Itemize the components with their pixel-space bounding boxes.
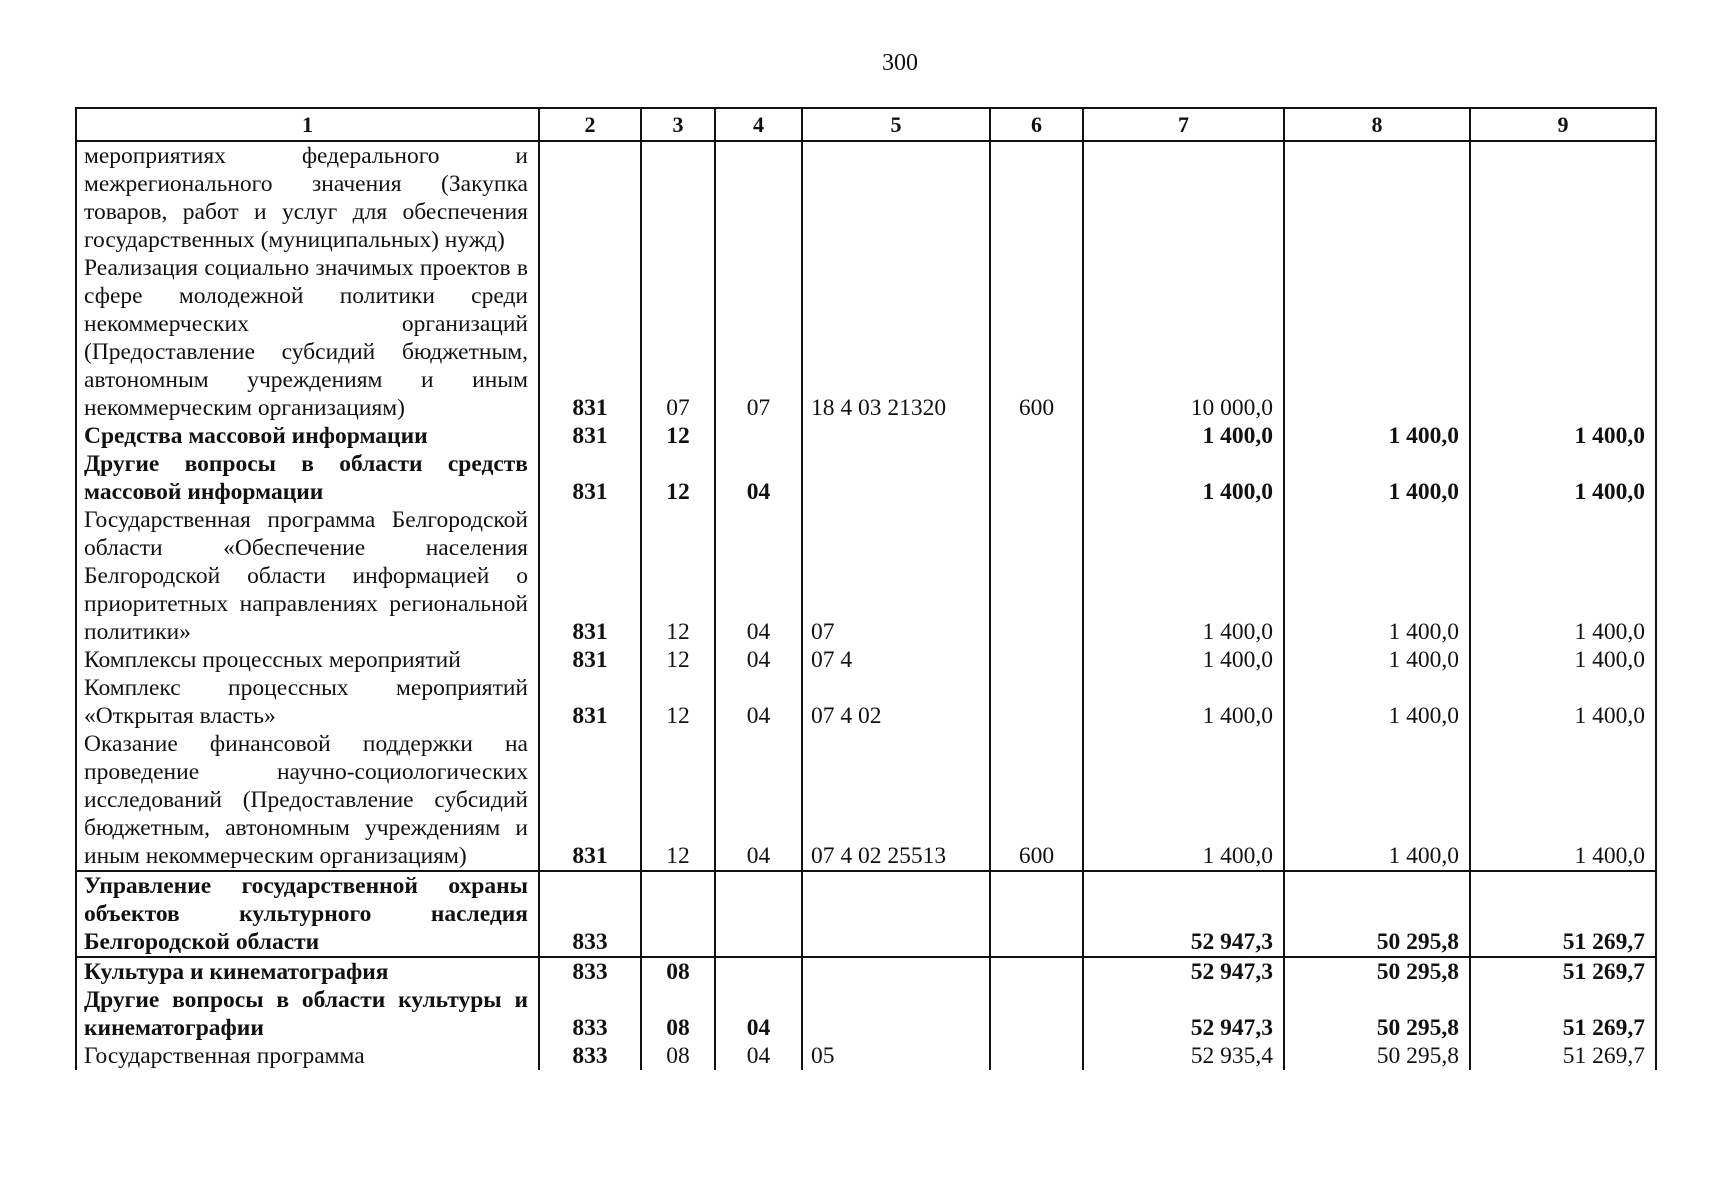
target-article-code: 07 4 02 xyxy=(802,674,990,730)
expense-type-code xyxy=(990,986,1083,1042)
expense-type-code xyxy=(990,674,1083,730)
amount-col7: 1 400,0 xyxy=(1083,506,1284,646)
amount-col9 xyxy=(1470,141,1656,254)
amount-col8: 1 400,0 xyxy=(1284,674,1470,730)
ministry-code: 831 xyxy=(539,646,641,674)
target-article-code xyxy=(802,141,990,254)
table-row xyxy=(76,730,1656,871)
target-article-code: 05 xyxy=(802,1042,990,1070)
section-code: 07 xyxy=(641,254,715,422)
amount-col7 xyxy=(1083,141,1284,254)
target-article-code: 07 xyxy=(802,506,990,646)
row-name: Культура и кинематография xyxy=(76,957,539,986)
expense-type-code xyxy=(990,506,1083,646)
expense-type-code: 600 xyxy=(990,730,1083,871)
col-header-6: 6 xyxy=(990,108,1083,141)
amount-col8: 50 295,8 xyxy=(1284,986,1470,1042)
amount-col8: 1 400,0 xyxy=(1284,506,1470,646)
col-header-2: 2 xyxy=(539,108,641,141)
table-row xyxy=(76,986,1656,1042)
amount-col9: 1 400,0 xyxy=(1470,646,1656,674)
ministry-code: 831 xyxy=(539,450,641,506)
target-article-code: 07 4 02 25513 xyxy=(802,730,990,871)
row-name: Комплекс процессных мероприятий «Открытая власть» xyxy=(76,674,539,730)
row-name: Реализация социально значимых проектов в сфере молодежной политики среди некоммерческих организаций (Предоставление субсидий бюджетным, автономным учреждениям и иным некоммерческим организациям) xyxy=(76,254,539,422)
page-number: 300 xyxy=(882,50,918,76)
row-name: Государственная программа Белгородской области «Обеспечение населения Белгородской области информацией о приоритетных направлениях региональной политики» xyxy=(76,506,539,646)
amount-col8: 50 295,8 xyxy=(1284,871,1470,957)
amount-col7: 1 400,0 xyxy=(1083,422,1284,450)
col-header-9: 9 xyxy=(1470,108,1656,141)
row-name: Другие вопросы в области средств массовой информации xyxy=(76,450,539,506)
amount-col8: 1 400,0 xyxy=(1284,646,1470,674)
section-code: 12 xyxy=(641,450,715,506)
amount-col7: 1 400,0 xyxy=(1083,450,1284,506)
col-header-8: 8 xyxy=(1284,108,1470,141)
subsection-code xyxy=(715,871,802,957)
table-row xyxy=(76,871,1656,957)
amount-col9: 51 269,7 xyxy=(1470,986,1656,1042)
amount-col9: 1 400,0 xyxy=(1470,674,1656,730)
ministry-code: 831 xyxy=(539,506,641,646)
col-header-7: 7 xyxy=(1083,108,1284,141)
amount-col9: 1 400,0 xyxy=(1470,730,1656,871)
row-name: Управление государственной охраны объектов культурного наследия Белгородской области xyxy=(76,871,539,957)
amount-col8: 50 295,8 xyxy=(1284,957,1470,986)
ministry-code: 831 xyxy=(539,254,641,422)
expense-type-code xyxy=(990,957,1083,986)
expense-type-code xyxy=(990,141,1083,254)
budget-table xyxy=(75,107,1657,1070)
subsection-code: 07 xyxy=(715,254,802,422)
amount-col8: 1 400,0 xyxy=(1284,422,1470,450)
row-name: мероприятиях федерального и межрегионального значения (Закупка товаров, работ и услуг для обеспечения государственных (муниципальных) нужд) xyxy=(76,141,539,254)
table-row xyxy=(76,450,1656,506)
col-header-3: 3 xyxy=(641,108,715,141)
amount-col7: 1 400,0 xyxy=(1083,730,1284,871)
table-row xyxy=(76,1042,1656,1070)
amount-col7: 1 400,0 xyxy=(1083,646,1284,674)
ministry-code xyxy=(539,141,641,254)
amount-col8: 1 400,0 xyxy=(1284,450,1470,506)
subsection-code: 04 xyxy=(715,1042,802,1070)
target-article-code xyxy=(802,450,990,506)
row-name: Средства массовой информации xyxy=(76,422,539,450)
subsection-code: 04 xyxy=(715,506,802,646)
ministry-code: 833 xyxy=(539,871,641,957)
subsection-code: 04 xyxy=(715,646,802,674)
table-row xyxy=(76,674,1656,730)
target-article-code xyxy=(802,986,990,1042)
subsection-code: 04 xyxy=(715,674,802,730)
table-row xyxy=(76,254,1656,422)
ministry-code: 831 xyxy=(539,422,641,450)
amount-col8 xyxy=(1284,254,1470,422)
ministry-code: 833 xyxy=(539,1042,641,1070)
amount-col8: 1 400,0 xyxy=(1284,730,1470,871)
amount-col9: 51 269,7 xyxy=(1470,1042,1656,1070)
section-code: 08 xyxy=(641,957,715,986)
subsection-code xyxy=(715,957,802,986)
section-code: 12 xyxy=(641,646,715,674)
target-article-code xyxy=(802,422,990,450)
table-row xyxy=(76,141,1656,254)
row-name: Государственная программа xyxy=(76,1042,539,1070)
table-row xyxy=(76,506,1656,646)
col-header-4: 4 xyxy=(715,108,802,141)
section-code: 12 xyxy=(641,730,715,871)
expense-type-code xyxy=(990,646,1083,674)
table-row xyxy=(76,646,1656,674)
subsection-code xyxy=(715,141,802,254)
ministry-code: 833 xyxy=(539,986,641,1042)
row-name: Другие вопросы в области культуры и кинематографии xyxy=(76,986,539,1042)
target-article-code xyxy=(802,957,990,986)
amount-col9: 1 400,0 xyxy=(1470,422,1656,450)
table-row xyxy=(76,422,1656,450)
col-header-5: 5 xyxy=(802,108,990,141)
amount-col8: 50 295,8 xyxy=(1284,1042,1470,1070)
section-code xyxy=(641,871,715,957)
amount-col9: 51 269,7 xyxy=(1470,871,1656,957)
amount-col7: 1 400,0 xyxy=(1083,674,1284,730)
target-article-code: 07 4 xyxy=(802,646,990,674)
ministry-code: 833 xyxy=(539,957,641,986)
row-name: Оказание финансовой поддержки на проведение научно-социологических исследований (Предоставление субсидий бюджетным, автономным учреждениям и иным некоммерческим организациям) xyxy=(76,730,539,871)
section-code: 08 xyxy=(641,1042,715,1070)
expense-type-code xyxy=(990,450,1083,506)
expense-type-code xyxy=(990,871,1083,957)
section-code xyxy=(641,141,715,254)
amount-col8 xyxy=(1284,141,1470,254)
amount-col9: 51 269,7 xyxy=(1470,957,1656,986)
amount-col7: 52 935,4 xyxy=(1083,1042,1284,1070)
section-code: 12 xyxy=(641,422,715,450)
amount-col9: 1 400,0 xyxy=(1470,450,1656,506)
ministry-code: 831 xyxy=(539,730,641,871)
amount-col7: 10 000,0 xyxy=(1083,254,1284,422)
subsection-code xyxy=(715,422,802,450)
expense-type-code xyxy=(990,1042,1083,1070)
section-code: 12 xyxy=(641,674,715,730)
expense-type-code: 600 xyxy=(990,254,1083,422)
amount-col9: 1 400,0 xyxy=(1470,506,1656,646)
amount-col7: 52 947,3 xyxy=(1083,957,1284,986)
amount-col7: 52 947,3 xyxy=(1083,871,1284,957)
amount-col7: 52 947,3 xyxy=(1083,986,1284,1042)
row-name: Комплексы процессных мероприятий xyxy=(76,646,539,674)
subsection-code: 04 xyxy=(715,450,802,506)
target-article-code: 18 4 03 21320 xyxy=(802,254,990,422)
ministry-code: 831 xyxy=(539,674,641,730)
section-code: 12 xyxy=(641,506,715,646)
expense-type-code xyxy=(990,422,1083,450)
col-header-1: 1 xyxy=(76,108,539,141)
target-article-code xyxy=(802,871,990,957)
amount-col9 xyxy=(1470,254,1656,422)
table-row xyxy=(76,957,1656,986)
subsection-code: 04 xyxy=(715,730,802,871)
section-code: 08 xyxy=(641,986,715,1042)
subsection-code: 04 xyxy=(715,986,802,1042)
header-row xyxy=(76,108,1656,141)
